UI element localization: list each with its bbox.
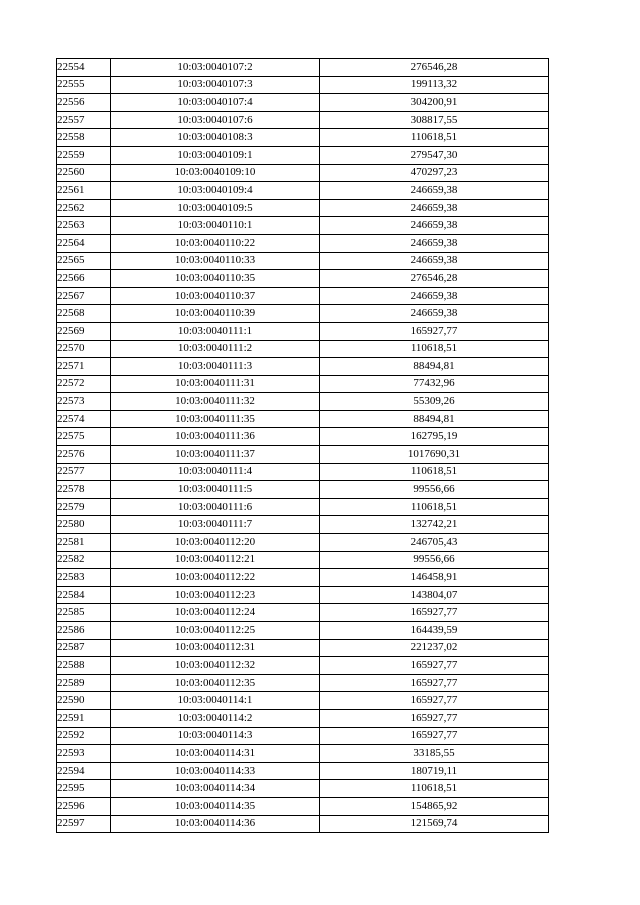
table-row [57, 762, 549, 780]
table-row [57, 516, 549, 534]
cadastral-number-cell: 10:03:0040112:20 [111, 534, 320, 552]
row-number-cell: 22593 [57, 745, 111, 763]
table-row [57, 692, 549, 710]
table-row [57, 727, 549, 745]
table-row [57, 428, 549, 446]
value-cell: 55309,26 [320, 393, 549, 411]
row-number-cell: 22585 [57, 604, 111, 622]
value-cell: 99556,66 [320, 481, 549, 499]
table-row [57, 481, 549, 499]
row-number-cell: 22589 [57, 674, 111, 692]
row-number-cell: 22568 [57, 305, 111, 323]
value-cell: 470297,23 [320, 164, 549, 182]
cadastral-number-cell: 10:03:0040112:31 [111, 639, 320, 657]
value-cell: 246659,38 [320, 234, 549, 252]
table-row [57, 604, 549, 622]
table-row [57, 94, 549, 112]
cadastral-number-cell: 10:03:0040111:4 [111, 463, 320, 481]
value-cell: 110618,51 [320, 498, 549, 516]
table-row [57, 745, 549, 763]
table-row [57, 569, 549, 587]
row-number-cell: 22566 [57, 270, 111, 288]
table-row [57, 234, 549, 252]
table-row [57, 129, 549, 147]
value-cell: 146458,91 [320, 569, 549, 587]
row-number-cell: 22563 [57, 217, 111, 235]
cadastral-number-cell: 10:03:0040114:31 [111, 745, 320, 763]
value-cell: 276546,28 [320, 270, 549, 288]
table-row [57, 551, 549, 569]
value-cell: 110618,51 [320, 780, 549, 798]
table-row [57, 674, 549, 692]
row-number-cell: 22577 [57, 463, 111, 481]
value-cell: 1017690,31 [320, 446, 549, 464]
value-cell: 162795,19 [320, 428, 549, 446]
value-cell: 276546,28 [320, 59, 549, 77]
value-cell: 246659,38 [320, 305, 549, 323]
cadastral-value-table [56, 58, 549, 833]
table-row [57, 780, 549, 798]
table-row [57, 393, 549, 411]
value-cell: 165927,77 [320, 604, 549, 622]
cadastral-number-cell: 10:03:0040114:34 [111, 780, 320, 798]
row-number-cell: 22565 [57, 252, 111, 270]
cadastral-number-cell: 10:03:0040112:21 [111, 551, 320, 569]
row-number-cell: 22596 [57, 797, 111, 815]
cadastral-number-cell: 10:03:0040110:22 [111, 234, 320, 252]
value-cell: 110618,51 [320, 129, 549, 147]
cadastral-number-cell: 10:03:0040111:1 [111, 322, 320, 340]
cadastral-number-cell: 10:03:0040111:7 [111, 516, 320, 534]
value-cell: 33185,55 [320, 745, 549, 763]
cadastral-number-cell: 10:03:0040114:35 [111, 797, 320, 815]
value-cell: 180719,11 [320, 762, 549, 780]
value-cell: 132742,21 [320, 516, 549, 534]
row-number-cell: 22567 [57, 287, 111, 305]
table-row [57, 305, 549, 323]
cadastral-number-cell: 10:03:0040107:4 [111, 94, 320, 112]
row-number-cell: 22588 [57, 657, 111, 675]
row-number-cell: 22554 [57, 59, 111, 77]
value-cell: 165927,77 [320, 692, 549, 710]
value-cell: 154865,92 [320, 797, 549, 815]
row-number-cell: 22560 [57, 164, 111, 182]
cadastral-number-cell: 10:03:0040110:39 [111, 305, 320, 323]
cadastral-number-cell: 10:03:0040108:3 [111, 129, 320, 147]
row-number-cell: 22590 [57, 692, 111, 710]
row-number-cell: 22574 [57, 410, 111, 428]
cadastral-number-cell: 10:03:0040107:3 [111, 76, 320, 94]
cadastral-number-cell: 10:03:0040111:3 [111, 358, 320, 376]
cadastral-number-cell: 10:03:0040114:33 [111, 762, 320, 780]
row-number-cell: 22580 [57, 516, 111, 534]
cadastral-number-cell: 10:03:0040111:36 [111, 428, 320, 446]
table-row [57, 498, 549, 516]
cadastral-number-cell: 10:03:0040112:32 [111, 657, 320, 675]
table-row [57, 287, 549, 305]
table-row [57, 534, 549, 552]
row-number-cell: 22556 [57, 94, 111, 112]
cadastral-number-cell: 10:03:0040114:3 [111, 727, 320, 745]
cadastral-number-cell: 10:03:0040109:1 [111, 146, 320, 164]
table-row [57, 199, 549, 217]
row-number-cell: 22561 [57, 182, 111, 200]
table-row [57, 463, 549, 481]
cadastral-number-cell: 10:03:0040109:10 [111, 164, 320, 182]
table-row [57, 322, 549, 340]
table-row [57, 446, 549, 464]
table-row [57, 358, 549, 376]
row-number-cell: 22587 [57, 639, 111, 657]
value-cell: 110618,51 [320, 340, 549, 358]
value-cell: 308817,55 [320, 111, 549, 129]
row-number-cell: 22559 [57, 146, 111, 164]
value-cell: 77432,96 [320, 375, 549, 393]
cadastral-number-cell: 10:03:0040107:6 [111, 111, 320, 129]
table-body [57, 59, 549, 833]
cadastral-number-cell: 10:03:0040114:1 [111, 692, 320, 710]
table-row [57, 59, 549, 77]
table-row [57, 340, 549, 358]
cadastral-number-cell: 10:03:0040111:2 [111, 340, 320, 358]
value-cell: 121569,74 [320, 815, 549, 833]
table-row [57, 410, 549, 428]
cadastral-number-cell: 10:03:0040114:2 [111, 709, 320, 727]
value-cell: 88494,81 [320, 410, 549, 428]
table-row [57, 146, 549, 164]
table-row [57, 252, 549, 270]
cadastral-number-cell: 10:03:0040109:4 [111, 182, 320, 200]
table-row [57, 657, 549, 675]
value-cell: 88494,81 [320, 358, 549, 376]
row-number-cell: 22555 [57, 76, 111, 94]
table-row [57, 622, 549, 640]
cadastral-number-cell: 10:03:0040112:22 [111, 569, 320, 587]
table-row [57, 270, 549, 288]
table-row [57, 639, 549, 657]
value-cell: 99556,66 [320, 551, 549, 569]
row-number-cell: 22584 [57, 586, 111, 604]
table-row [57, 164, 549, 182]
value-cell: 164439,59 [320, 622, 549, 640]
cadastral-number-cell: 10:03:0040114:36 [111, 815, 320, 833]
row-number-cell: 22592 [57, 727, 111, 745]
row-number-cell: 22573 [57, 393, 111, 411]
value-cell: 246705,43 [320, 534, 549, 552]
cadastral-number-cell: 10:03:0040107:2 [111, 59, 320, 77]
row-number-cell: 22570 [57, 340, 111, 358]
table-row [57, 815, 549, 833]
row-number-cell: 22578 [57, 481, 111, 499]
cadastral-number-cell: 10:03:0040111:6 [111, 498, 320, 516]
row-number-cell: 22576 [57, 446, 111, 464]
row-number-cell: 22569 [57, 322, 111, 340]
cadastral-number-cell: 10:03:0040112:24 [111, 604, 320, 622]
cadastral-number-cell: 10:03:0040110:37 [111, 287, 320, 305]
table-row [57, 797, 549, 815]
row-number-cell: 22595 [57, 780, 111, 798]
cadastral-number-cell: 10:03:0040111:31 [111, 375, 320, 393]
table-row [57, 76, 549, 94]
value-cell: 110618,51 [320, 463, 549, 481]
table-row [57, 375, 549, 393]
value-cell: 199113,32 [320, 76, 549, 94]
row-number-cell: 22591 [57, 709, 111, 727]
cadastral-number-cell: 10:03:0040109:5 [111, 199, 320, 217]
cadastral-number-cell: 10:03:0040110:35 [111, 270, 320, 288]
value-cell: 165927,77 [320, 322, 549, 340]
value-cell: 246659,38 [320, 199, 549, 217]
cadastral-number-cell: 10:03:0040112:23 [111, 586, 320, 604]
row-number-cell: 22572 [57, 375, 111, 393]
row-number-cell: 22583 [57, 569, 111, 587]
cadastral-number-cell: 10:03:0040110:1 [111, 217, 320, 235]
row-number-cell: 22558 [57, 129, 111, 147]
value-cell: 246659,38 [320, 182, 549, 200]
row-number-cell: 22582 [57, 551, 111, 569]
cadastral-number-cell: 10:03:0040111:37 [111, 446, 320, 464]
value-cell: 143804,07 [320, 586, 549, 604]
value-cell: 165927,77 [320, 674, 549, 692]
row-number-cell: 22579 [57, 498, 111, 516]
value-cell: 165927,77 [320, 727, 549, 745]
row-number-cell: 22557 [57, 111, 111, 129]
value-cell: 165927,77 [320, 657, 549, 675]
cadastral-number-cell: 10:03:0040112:35 [111, 674, 320, 692]
cadastral-number-cell: 10:03:0040111:35 [111, 410, 320, 428]
value-cell: 279547,30 [320, 146, 549, 164]
table-row [57, 217, 549, 235]
value-cell: 246659,38 [320, 252, 549, 270]
row-number-cell: 22571 [57, 358, 111, 376]
table-row [57, 586, 549, 604]
row-number-cell: 22586 [57, 622, 111, 640]
cadastral-number-cell: 10:03:0040110:33 [111, 252, 320, 270]
row-number-cell: 22562 [57, 199, 111, 217]
row-number-cell: 22597 [57, 815, 111, 833]
value-cell: 246659,38 [320, 287, 549, 305]
table-row [57, 709, 549, 727]
cadastral-number-cell: 10:03:0040112:25 [111, 622, 320, 640]
row-number-cell: 22575 [57, 428, 111, 446]
value-cell: 246659,38 [320, 217, 549, 235]
value-cell: 165927,77 [320, 709, 549, 727]
value-cell: 221237,02 [320, 639, 549, 657]
table-row [57, 182, 549, 200]
cadastral-number-cell: 10:03:0040111:5 [111, 481, 320, 499]
row-number-cell: 22564 [57, 234, 111, 252]
table-row [57, 111, 549, 129]
row-number-cell: 22581 [57, 534, 111, 552]
cadastral-number-cell: 10:03:0040111:32 [111, 393, 320, 411]
row-number-cell: 22594 [57, 762, 111, 780]
value-cell: 304200,91 [320, 94, 549, 112]
